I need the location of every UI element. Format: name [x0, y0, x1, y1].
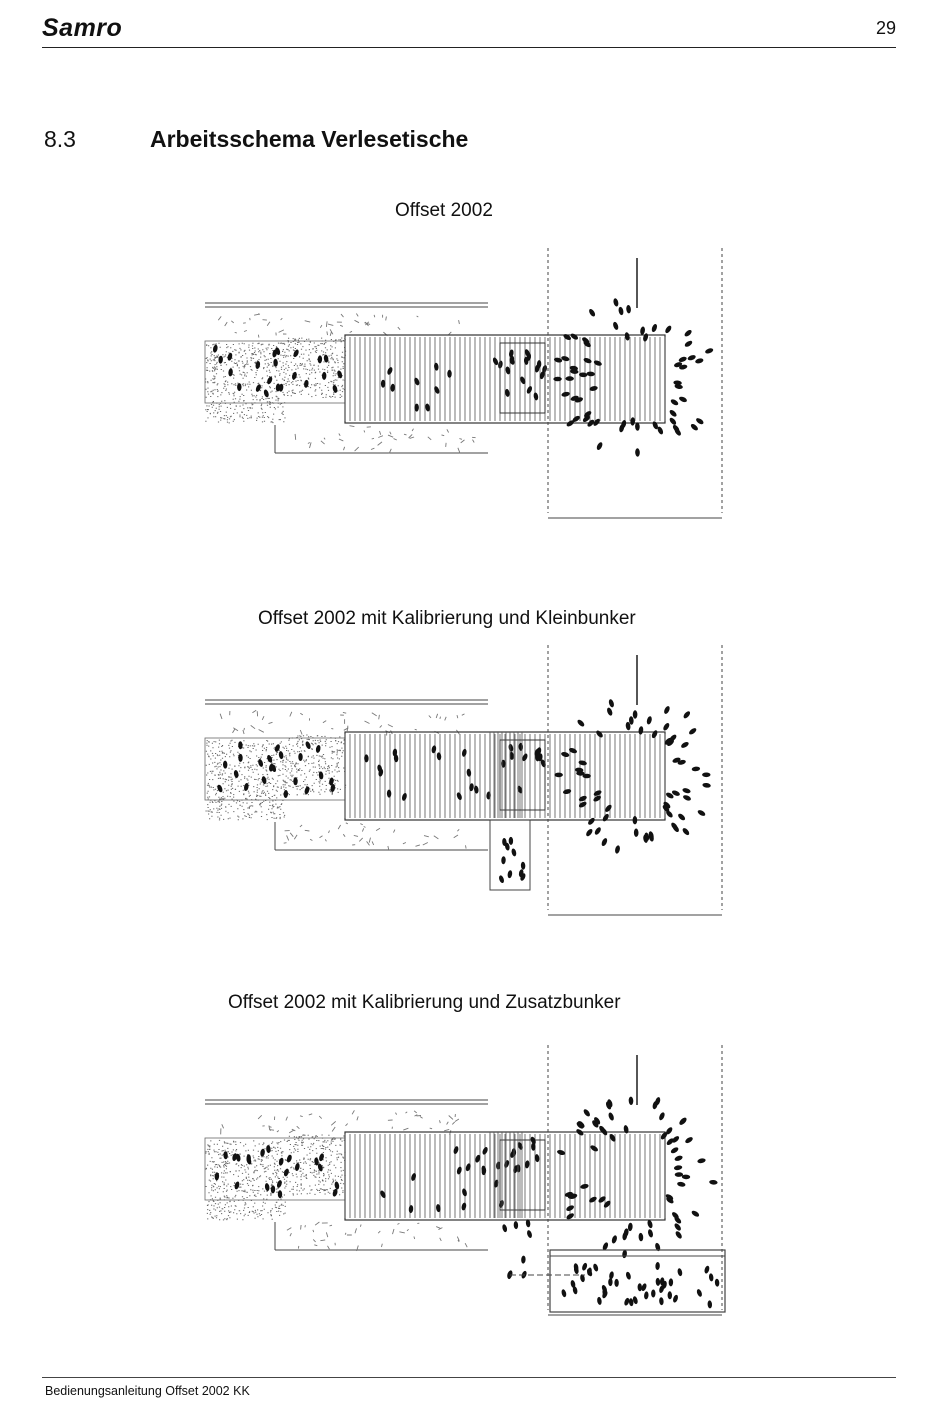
zusatzbunker-products: [644, 1291, 649, 1299]
diagram-offset-2002: [205, 248, 722, 518]
intake-products: [223, 761, 228, 769]
intake-products: [298, 753, 302, 761]
zusatzbunker-products: [608, 1278, 613, 1286]
output-products: [691, 1209, 701, 1217]
output-products: [593, 789, 603, 797]
output-products: [589, 1144, 599, 1152]
sorting-table-products: [466, 768, 471, 776]
sorting-table-products: [481, 1146, 488, 1155]
output-products: [596, 441, 604, 451]
output-products: [673, 1222, 682, 1231]
output-products: [682, 1174, 691, 1179]
intake-products: [318, 1153, 325, 1162]
output-products: [613, 298, 619, 307]
output-products: [677, 812, 686, 821]
figure-caption-2: Offset 2002 mit Kalibrierung und Kleinbunker: [258, 608, 636, 629]
section-title: Arbeitsschema Verlesetische: [150, 126, 469, 152]
intake-products: [212, 344, 218, 353]
sorting-table-products: [461, 748, 467, 757]
sorting-table-products: [498, 1200, 505, 1209]
chute-products: [513, 1221, 518, 1229]
output-products: [580, 1183, 589, 1189]
output-products: [684, 340, 694, 348]
intake-products: [334, 1181, 340, 1190]
kleinbunker-products: [501, 856, 506, 864]
sorting-table-products: [503, 1160, 510, 1169]
diagram-offset-2002-zusatzbunker: [205, 1045, 725, 1315]
output-products: [633, 816, 638, 824]
output-products: [682, 710, 691, 719]
sorting-table-products: [410, 1173, 417, 1182]
zusatzbunker-products: [709, 1273, 714, 1281]
output-products: [595, 729, 604, 738]
output-products: [695, 358, 704, 365]
output-products: [647, 1219, 654, 1228]
intake-products: [278, 1157, 284, 1166]
output-products: [583, 357, 592, 364]
kleinbunker-products: [511, 848, 517, 857]
output-products: [683, 329, 692, 338]
zusatzbunker-products: [637, 1283, 642, 1291]
output-products: [664, 325, 673, 335]
sorting-table-products: [436, 752, 441, 760]
sorting-table-products: [379, 1190, 386, 1199]
output-products: [638, 1233, 643, 1242]
intake-products: [255, 384, 262, 393]
intake-products: [266, 1145, 271, 1153]
figure-caption-1: Offset 2002: [395, 200, 493, 221]
brand-logo: Samro: [42, 14, 123, 42]
intake-products: [283, 790, 288, 798]
output-products: [561, 751, 570, 758]
sorting-table-products: [474, 785, 479, 794]
output-products: [586, 371, 595, 376]
output-products: [628, 1223, 633, 1232]
figure-caption-3: Offset 2002 mit Kalibrierung und Zusatzbunker: [228, 992, 621, 1013]
output-products: [601, 837, 609, 847]
intake-products: [218, 356, 223, 364]
output-products: [670, 1146, 680, 1154]
sorting-table-products: [401, 792, 407, 801]
output-products: [673, 380, 682, 385]
intake-hopper-stipple: [206, 740, 287, 820]
output-products: [670, 398, 680, 406]
intake-products: [273, 359, 278, 367]
intake-products: [274, 744, 281, 753]
intake-products: [278, 751, 284, 760]
intake-products: [227, 352, 233, 361]
zusatzbunker-products: [614, 1279, 619, 1287]
discharge-products: [518, 743, 523, 751]
intake-products: [261, 776, 267, 785]
output-products: [704, 347, 713, 354]
sorting-table-products: [456, 792, 463, 801]
lower-belt-product: [287, 1222, 467, 1251]
sorting-table-products: [434, 362, 439, 370]
output-products: [614, 845, 620, 854]
intake-products: [276, 1180, 283, 1189]
zusatzbunker-products: [659, 1297, 664, 1305]
sorting-table-rollers: [345, 734, 665, 818]
sorting-table-products: [492, 357, 499, 366]
output-products: [678, 396, 688, 404]
sorting-table-products: [533, 392, 539, 401]
sorting-table-products: [456, 1166, 462, 1175]
intake-products: [318, 355, 323, 363]
intake-products: [266, 376, 273, 385]
output-products: [687, 354, 696, 361]
discharge-section: [500, 1140, 545, 1210]
sorting-table-products: [526, 385, 533, 394]
sorting-table-products: [461, 1188, 467, 1197]
output-products: [688, 727, 697, 736]
output-products: [674, 1230, 683, 1239]
zusatzbunker-products: [696, 1288, 703, 1297]
output-products: [594, 826, 603, 836]
output-products: [668, 417, 677, 426]
output-products: [630, 417, 635, 426]
intake-products: [278, 1190, 283, 1198]
output-products: [675, 1172, 683, 1177]
sorting-table-products: [516, 785, 523, 794]
output-products: [597, 1195, 606, 1204]
footer-divider: [42, 1377, 896, 1378]
page-number: 29: [875, 18, 896, 38]
upper-belt-product: [221, 1110, 459, 1134]
sorting-table-products: [386, 366, 393, 375]
intake-products: [315, 745, 321, 754]
output-products: [674, 1155, 683, 1162]
intake-products: [237, 383, 241, 391]
intake-products: [286, 1154, 293, 1163]
output-products: [695, 417, 705, 426]
kleinbunker-products: [498, 875, 505, 884]
sorting-table-products: [461, 1202, 467, 1211]
sorting-table-products: [413, 377, 420, 386]
output-products: [622, 1250, 628, 1259]
output-products: [602, 813, 611, 823]
output-products: [633, 710, 638, 718]
zusatzbunker-products: [592, 1263, 599, 1272]
sorting-table-rollers: [345, 1134, 665, 1218]
kleinbunker-products: [521, 862, 526, 870]
zusatzbunker-products: [581, 1262, 588, 1271]
output-products: [618, 306, 624, 315]
intake-products: [264, 1183, 270, 1192]
zusatzbunker-products: [586, 1268, 593, 1277]
output-products: [566, 376, 574, 381]
output-products: [640, 326, 646, 335]
calibrator-stipple: [285, 735, 346, 795]
sorting-table-rollers: [345, 337, 665, 421]
output-products: [702, 782, 711, 788]
output-products: [682, 787, 691, 794]
output-products: [663, 705, 671, 715]
output-products: [561, 391, 570, 397]
output-products: [562, 333, 572, 341]
output-products: [651, 323, 658, 332]
upper-belt-product: [218, 314, 459, 338]
footer-text: Bedienungsanleitung Offset 2002 KK: [45, 1384, 250, 1398]
output-products: [593, 359, 603, 366]
intake-products: [322, 372, 327, 380]
discharge-products: [508, 743, 514, 752]
intake-products: [257, 759, 264, 768]
output-products: [646, 716, 653, 725]
intake-products: [293, 777, 297, 785]
sorting-table-products: [431, 745, 437, 754]
output-products: [607, 1112, 614, 1122]
output-products: [682, 794, 692, 802]
sorting-table-products: [390, 384, 395, 392]
output-products: [585, 828, 594, 837]
diagram-offset-2002-kleinbunker: [205, 645, 722, 915]
output-products: [582, 1108, 591, 1117]
zusatzbunker-products: [609, 1271, 615, 1280]
output-products: [690, 423, 699, 432]
output-products: [628, 1096, 633, 1105]
output-products: [677, 1181, 686, 1187]
output-products: [651, 729, 659, 739]
zusatzbunker-products: [707, 1300, 712, 1308]
intake-products: [263, 389, 270, 398]
sorting-table-products: [447, 370, 451, 378]
intake-products: [233, 770, 239, 779]
intake-products: [294, 1163, 300, 1172]
zusatzbunker-products: [669, 1278, 674, 1286]
zusatzbunker-products: [655, 1262, 660, 1270]
intake-products: [228, 368, 233, 376]
output-products: [578, 795, 588, 803]
lower-belt-product: [295, 426, 476, 454]
output-products: [658, 1112, 666, 1122]
output-products: [697, 1158, 706, 1164]
zusatzbunker-products: [561, 1289, 567, 1298]
output-products: [647, 1229, 654, 1238]
output-products: [681, 827, 690, 836]
kleinbunker: [490, 820, 530, 890]
intake-products: [332, 1188, 339, 1197]
zusatzbunker-products: [655, 1278, 660, 1286]
sorting-table-products: [387, 790, 392, 798]
output-products: [578, 760, 587, 766]
intake-products: [336, 370, 342, 379]
sorting-table-products: [465, 1163, 472, 1172]
output-products: [576, 719, 585, 728]
output-products: [608, 699, 615, 708]
sorting-table-products: [433, 385, 440, 394]
zusatzbunker-products: [601, 1290, 608, 1299]
output-products: [588, 308, 596, 318]
intake-products: [304, 786, 310, 795]
output-products: [634, 828, 639, 836]
zusatzbunker-products: [597, 1297, 603, 1306]
zusatzbunker-products: [715, 1279, 720, 1287]
intake-products: [305, 741, 312, 750]
kleinbunker-products: [507, 870, 513, 879]
output-products: [555, 773, 563, 778]
output-products: [556, 1149, 565, 1156]
zusatzbunker-products: [668, 1291, 673, 1299]
output-products: [612, 321, 619, 330]
intake-products: [260, 1148, 266, 1157]
zusatzbunker-products: [704, 1265, 710, 1274]
output-products: [626, 305, 631, 314]
zusatzbunker-products: [625, 1271, 632, 1280]
output-products: [702, 773, 710, 778]
chute-products: [521, 1255, 526, 1263]
output-products: [587, 817, 596, 826]
output-products: [668, 409, 677, 418]
kleinbunker-products: [509, 837, 514, 845]
intake-products: [216, 784, 223, 793]
intake-products: [238, 754, 242, 762]
output-products: [709, 1180, 718, 1185]
output-products: [638, 726, 644, 735]
output-products: [603, 1200, 612, 1209]
output-products: [588, 1196, 598, 1204]
output-products: [606, 707, 613, 717]
output-products: [678, 356, 687, 363]
output-products: [684, 1136, 694, 1144]
section-number: 8.3: [44, 126, 76, 152]
output-products: [674, 1165, 683, 1171]
output-products: [578, 801, 588, 809]
output-products: [680, 741, 690, 749]
intake-products: [332, 384, 338, 393]
chute-products: [502, 1224, 508, 1233]
chute-products: [526, 1230, 533, 1239]
sorting-table-products: [453, 1146, 460, 1155]
output-products: [697, 809, 707, 817]
lower-belt-product: [284, 823, 466, 851]
zusatzbunker-products: [651, 1289, 656, 1297]
zusatzbunker-products: [677, 1268, 683, 1277]
sorting-table-products: [408, 1205, 413, 1213]
output-products: [635, 448, 640, 457]
output-products: [662, 722, 670, 732]
zusatzbunker-products: [672, 1294, 679, 1303]
output-products: [570, 332, 580, 341]
output-products: [611, 1235, 618, 1244]
intake-products: [234, 1181, 240, 1190]
intake-products: [291, 371, 297, 380]
intake-products: [271, 1185, 276, 1193]
output-products: [691, 766, 700, 771]
